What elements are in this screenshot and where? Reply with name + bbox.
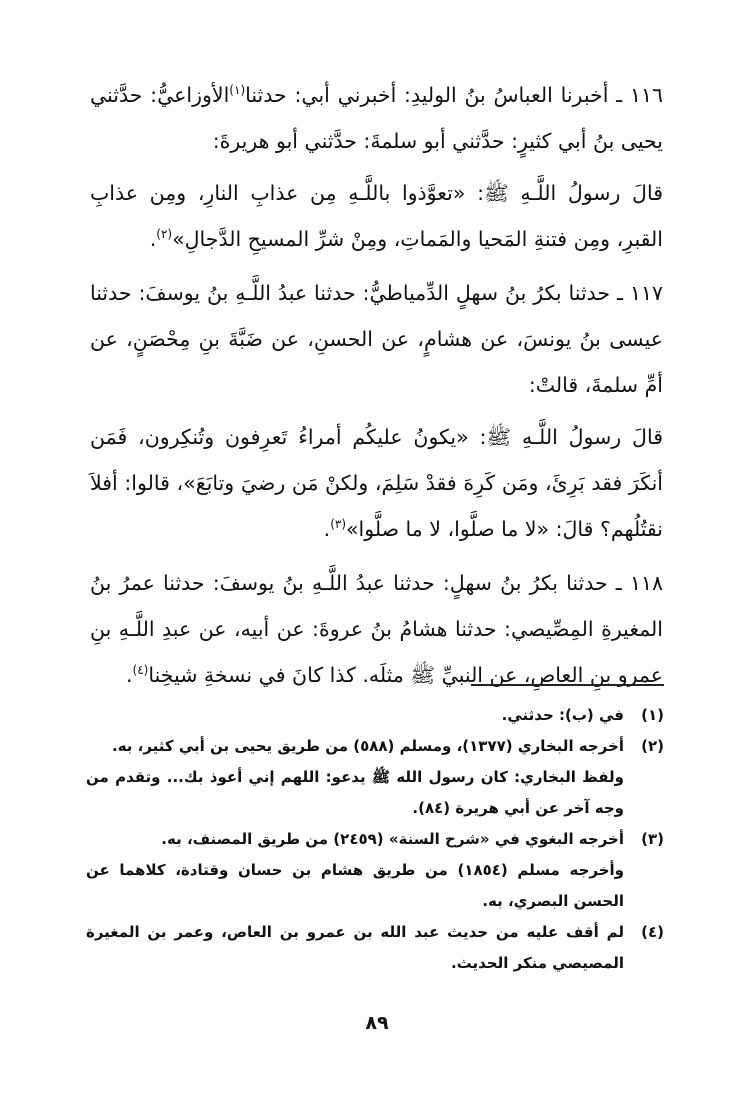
hadith-117-end: .	[323, 517, 331, 541]
footnote-line: وأخرجه مسلم (١٨٥٤) من طريق هشام بن حسان وقتادة، كلاهما عن الحسن البصري، به.	[86, 861, 624, 910]
footnote-body	[86, 824, 624, 917]
hadith-117-matn: قالَ رسولُ اللَّـهِ ﷺ: «يكونُ عليكُم أمراءُ تَعرِفون وتُنكِرون، فَمَن أنكَرَ فقد بَرِئَ، ومَن كَرِهَ فقدْ سَلِمَ، ولكنْ مَن رضيَ وتابَعَ»، قالوا: أفلاَ نقتُلُهم؟ قالَ: «لا ما صلَّوا، لا ما صلَّوا»	[90, 425, 663, 541]
footnote-line: ولفظ البخاري: كان رسول الله ﷺ يدعو: اللهم إني أعوذ بك... وتقدم من وجه آخر عن أبي هريرة (٨٤).	[86, 768, 624, 817]
footnote-2	[86, 731, 664, 824]
hadith-116-chain-cont: الأوزاعيُّ: حدَّثني يحيى بنُ أبي كثيرٍ: حدَّثني أبو سلمةَ: حدَّثني أبو هريرةَ:	[90, 83, 663, 153]
hadith-118-chain	[90, 560, 663, 698]
footnote-number: (٣)	[641, 830, 664, 848]
footnote-number: (١)	[641, 706, 664, 724]
footnote-line: لم أقف عليه من حديث عبد الله بن عمرو بن العاص، وعمر بن المغيرة المصيصي منكر الحديث.	[86, 923, 624, 972]
footnote-ref-4[interactable]: (٤)	[132, 663, 149, 678]
footnote-line: في (ب): حدثني.	[501, 706, 624, 724]
footnote-line: أخرجه البخاري (١٣٧٧)، ومسلم (٥٨٨) من طريق يحيى بن أبي كثير، به.	[112, 737, 624, 755]
hadith-116-text	[90, 170, 663, 262]
footnote-number: (٢)	[641, 737, 664, 755]
hadith-118-chain-text: ١١٨ ـ حدثنا بكرُ بنُ سهلٍ: حدثنا عبدُ اللَّـهِ بنُ يوسفَ: حدثنا عمرُ بنُ المغيرةِ المِصِّيصي: حدثنا هشامُ بنُ عروةَ: عن أبيه، عن عبدِ اللَّـهِ بنِ عمرو بنِ العاصِ، عن النبيِّ ﷺ مثلَه. كذا كانَ في نسخةِ شيخِنا	[90, 571, 663, 687]
footnote-ref-1[interactable]: (١)	[229, 83, 246, 98]
footnote-body	[86, 700, 624, 731]
footnote-4	[86, 917, 664, 979]
page-number: ٨٩	[365, 1012, 389, 1034]
footnote-number: (٤)	[641, 923, 664, 941]
hadith-116-chain-text: ١١٦ ـ أخبرنا العباسُ بنُ الوليدِ: أخبرني أبي: حدثنا	[245, 83, 663, 107]
hadith-117-chain-text: ١١٧ ـ حدثنا بكرُ بنُ سهلٍ الدِّمياطيُّ: حدثنا عبدُ اللَّـهِ بنُ يوسفَ: حدثنا عيسى بنُ يونسَ، عن هشامٍ، عن الحسنِ، عن ضَبَّةَ بنِ مِحْصَنٍ، عن أمِّ سلمةَ، قالتْ:	[90, 281, 663, 397]
hadith-117-chain	[90, 270, 663, 408]
hadith-116-matn: قالَ رسولُ اللَّـهِ ﷺ: «تعوَّذوا باللَّـهِ مِن عذابِ النارِ، ومِن عذابِ القبرِ، ومِن فتنةِ المَحيا والمَماتِ، ومِنْ شرِّ المسيحِ الدَّجالِ»	[90, 181, 663, 251]
footnote-ref-3[interactable]: (٣)	[330, 517, 347, 532]
footnotes	[86, 700, 664, 979]
footnote-body	[86, 917, 624, 979]
hadith-118-end: .	[126, 663, 133, 687]
footnote-line: أخرجه البغوي في «شرح السنة» (٢٤٥٩) من طريق المصنف، به.	[161, 830, 624, 848]
footnote-1	[86, 700, 664, 731]
footnote-divider	[471, 684, 664, 686]
hadith-117-text	[90, 414, 663, 552]
footnote-body	[86, 731, 624, 824]
main-text	[90, 72, 663, 698]
hadith-116-end: .	[149, 227, 157, 251]
hadith-116-chain	[90, 72, 663, 164]
footnote-ref-2[interactable]: (٢)	[156, 227, 173, 242]
footnote-3	[86, 824, 664, 917]
